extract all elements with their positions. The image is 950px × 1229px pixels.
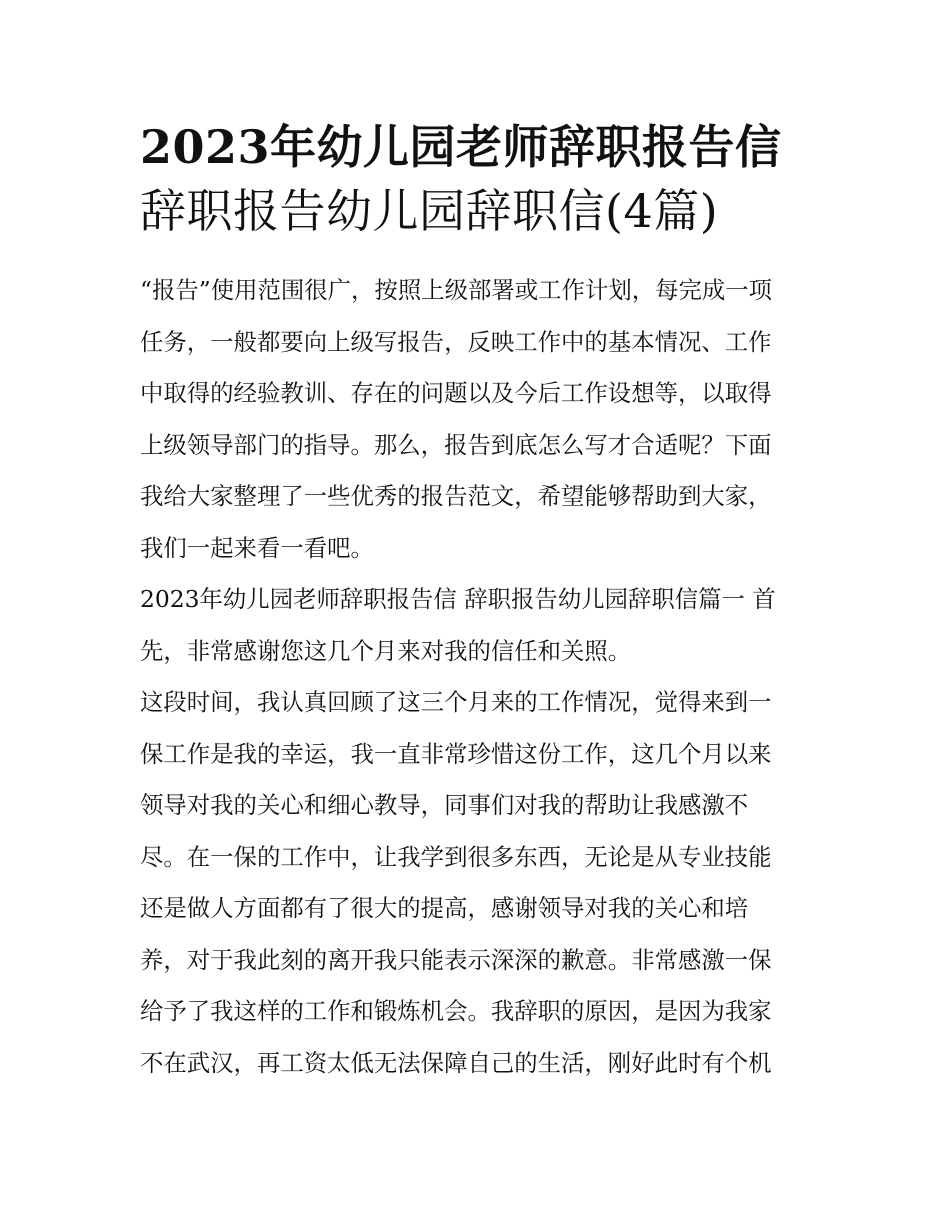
title-line-2: 辞职报告幼儿园辞职信(4篇)	[140, 184, 719, 238]
paragraph-intro	[140, 265, 812, 574]
paragraph-section-heading	[140, 574, 812, 677]
text-line: 这段时间，我认真回顾了这三个月来的工作情况，觉得来到一	[140, 688, 772, 716]
text-line: 还是做人方面都有了很大的提高，感谢领导对我的关心和培	[140, 894, 749, 922]
title-line-1: 2023年幼儿园老师辞职报告信	[140, 120, 782, 174]
text-line: 中取得的经验教训、存在的问题以及今后工作设想等，以取得	[140, 379, 772, 407]
paragraph-body	[140, 677, 812, 1089]
text-line: 保工作是我的幸运，我一直非常珍惜这份工作，这几个月以来	[140, 739, 772, 768]
text-line: 领导对我的关心和细心教导，同事们对我的帮助让我感激不	[140, 791, 749, 819]
text-line: 2023年幼儿园老师辞职报告信 辞职报告幼儿园辞职信篇一 首	[140, 585, 776, 613]
text-line: 上级领导部门的指导。那么，报告到底怎么写才合适呢？下面	[140, 430, 772, 459]
text-line: 任务，一般都要向上级写报告，反映工作中的基本情况、工作	[140, 327, 772, 356]
text-line: 我给大家整理了一些优秀的报告范文，希望能够帮助到大家，	[140, 482, 772, 510]
document-title	[140, 115, 812, 243]
text-line: 先，非常感谢您这几个月来对我的信任和关照。	[140, 636, 632, 665]
text-line: “报告”使用范围很广，按照上级部署或工作计划，每完成一项	[140, 276, 773, 304]
text-line: 养，对于我此刻的离开我只能表示深深的歉意。非常感激一保	[140, 945, 772, 974]
document-content	[140, 115, 812, 1089]
text-line: 不在武汉，再工资太低无法保障自己的生活，刚好此时有个机	[140, 1048, 772, 1077]
text-line: 我们一起来看一看吧。	[140, 533, 374, 562]
text-line: 给予了我这样的工作和锻炼机会。我辞职的原因，是因为我家	[140, 997, 772, 1025]
text-line: 尽。在一保的工作中，让我学到很多东西，无论是从专业技能	[140, 842, 772, 871]
